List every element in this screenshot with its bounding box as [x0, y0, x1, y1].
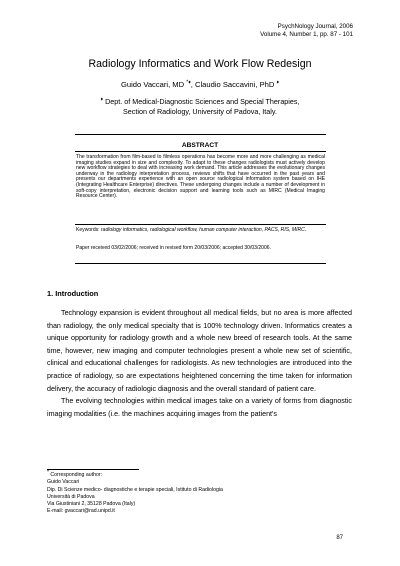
footnote-rule [47, 469, 139, 470]
body-paragraph: Technology expansion is evident throughout all medical fields, but no area is more affected than radiology, the only medical specialty that is 100% technology driven. Informatics creates a unique opportunity for radiology growth and a whole new breed of research tools. At the same time, however, new imaging and computer technologies present a whole new set of scientific, clinical and educational challenges for radiologists. As new technologies are introduced into the practice of radiology, so are expectations heightened concerning the time taken for information delivery, the accuracy of radiologic diagnosis and the overall standard of patient care. [47, 309, 352, 393]
keywords [76, 228, 325, 234]
abstract-bottom-rule [75, 224, 326, 225]
keywords-label: Keywords: [76, 227, 100, 233]
journal-name: PsychNology Journal, 2006 [277, 23, 353, 30]
affiliation [0, 97, 400, 117]
introduction-body [47, 307, 352, 420]
abstract-top-rule [75, 134, 326, 135]
author-line [0, 80, 400, 90]
paper-title: Radiology Informatics and Work Flow Redesign [88, 58, 312, 70]
affiliation-marker: ♦ [100, 96, 104, 103]
author-saccavini-marks: ♦ [276, 79, 280, 86]
body-paragraph: The evolving technologies within medical images take on a variety of forms from diagnostic imaging modalities (i.e. the machines acquiring images from the patient's [47, 397, 352, 418]
received-dates: Paper received 03/02/2006; received in revised form 20/03/2006; accepted 30/03/2006. [76, 245, 271, 251]
author-vaccari-marks: *♦ [186, 79, 191, 86]
author-vaccari: Guido Vaccari, MD [120, 80, 185, 89]
abstract-text: The transformation from film-based to filmless operations has become more and more challenging as medical imaging studies expand in size and complexity. To adapt to these changes radiologists must actively develop new workflow strategies to deal with increasing work demand. This article addresses the evolutionary changes underway in the radiology interpretation process, reviews shifts that have occurred in the past years and presents our departments experience with an open source radiological information system based on IHE (Integrating Healthcare Enterprise) directives. These undergoing changes include a number of development in soft-copy interpretation, electronic decision support and learning tools such as MIRC (Medical Imaging Resource Center). [76, 154, 325, 200]
journal-header [260, 23, 353, 39]
journal-volume: Volume 4, Number 1, pp. 87 - 101 [260, 31, 353, 38]
author-saccavini: Claudio Saccavini, PhD [194, 80, 275, 89]
footnote [47, 469, 223, 516]
page-number: 87 [336, 535, 343, 541]
affiliation-line-2: Section of Radiology, University of Padova, Italy. [123, 107, 277, 116]
keywords-text: radiology informatics, radiological workflow, human computer interaction, PACS, RIS, MIRC. [100, 227, 307, 233]
abstract-heading-rule [75, 151, 326, 152]
footnote-line-1: Corresponding author: [50, 472, 103, 478]
footnote-line-4: Università di Padova [47, 493, 95, 500]
abstract-heading: ABSTRACT [181, 142, 219, 149]
footnote-line-5: Via Giustiniani 2, 35128 Padova (Italy) [47, 501, 136, 508]
footnote-marker: * [47, 469, 49, 476]
footnote-line-2: Guido Vaccari [47, 479, 80, 486]
author-separator: , [190, 80, 195, 89]
section-heading-introduction: 1. Introduction [47, 289, 99, 298]
affiliation-line-1: Dept. of Medical-Diagnostic Sciences and Special Therapies, [105, 97, 300, 106]
footnote-line-3: Dip. Di Scienze medico- diagnostiche e terapie speciali, Istituto di Radiologia [47, 486, 223, 493]
footnote-email: E-mail: gvaccari@rad.unipd.it [47, 508, 115, 515]
front-matter-end-rule [75, 263, 326, 264]
